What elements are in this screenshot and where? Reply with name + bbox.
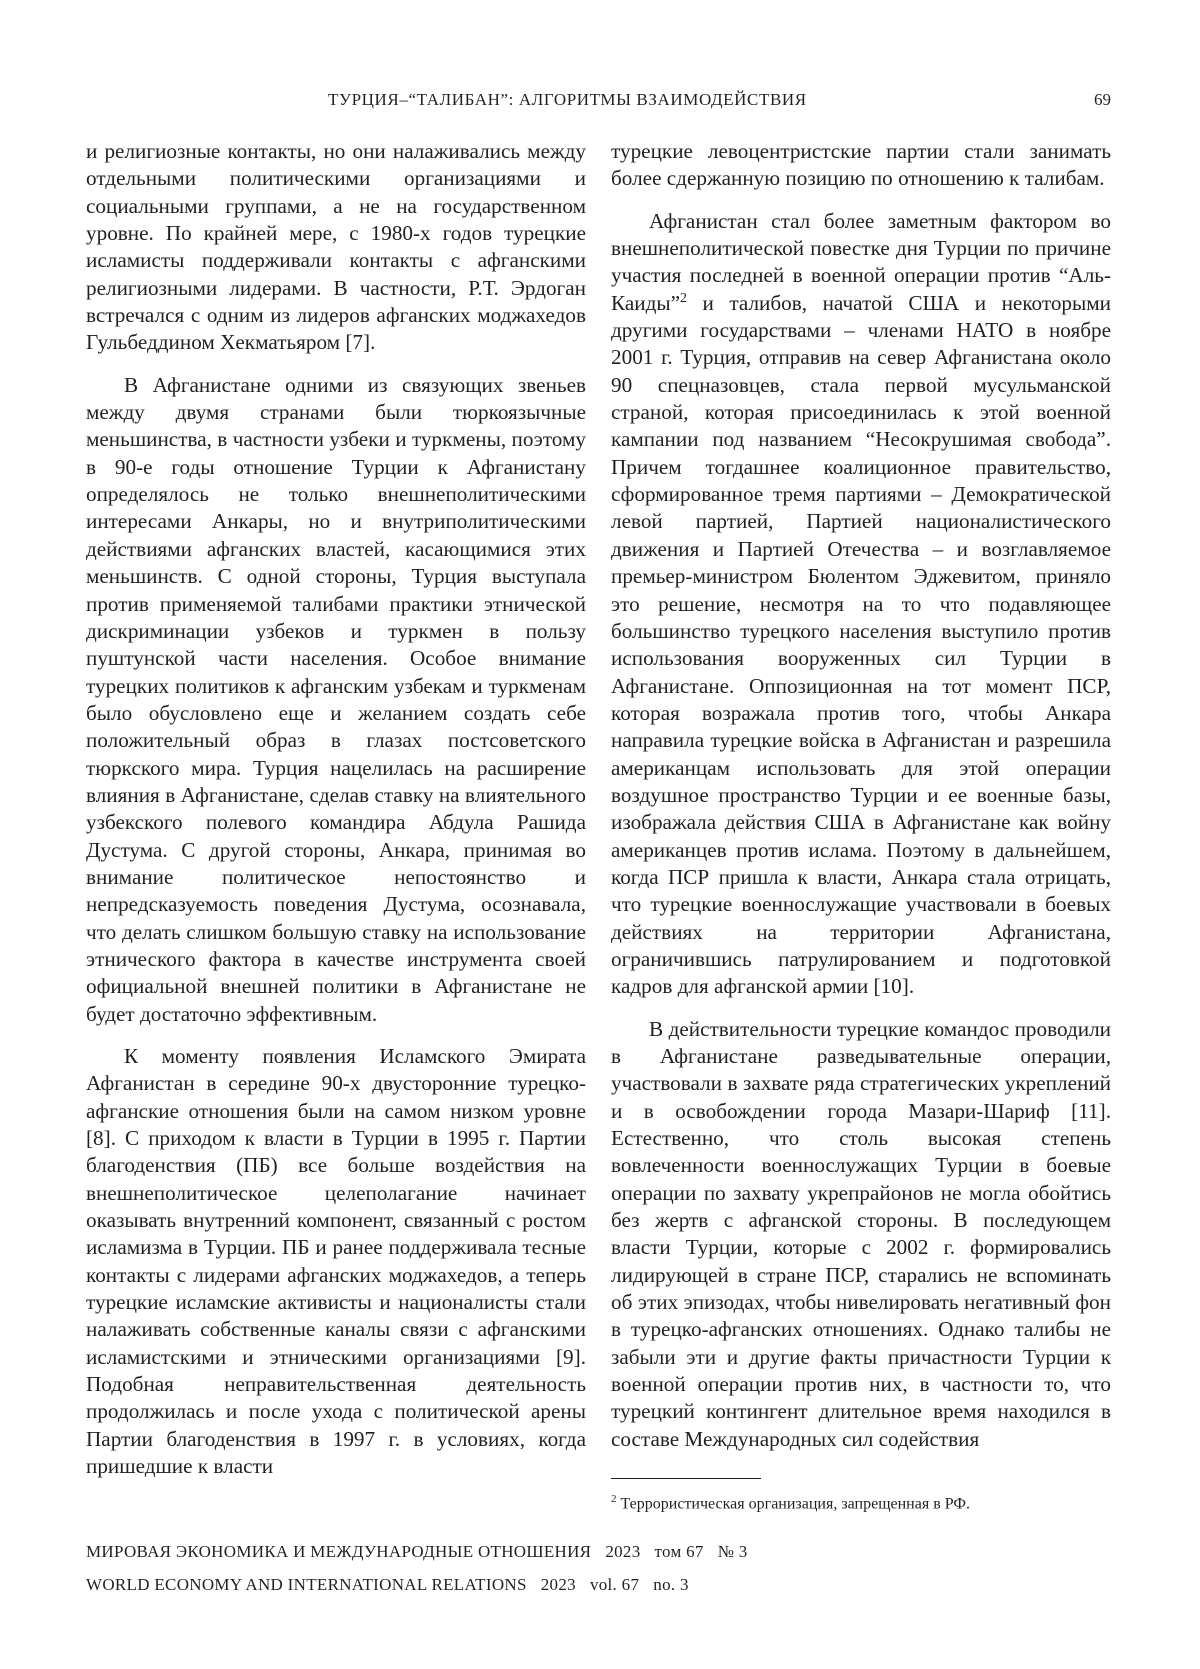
footnote-divider (611, 1478, 761, 1479)
footer-ru-volume: том 67 (655, 1542, 704, 1561)
footer-en-volume: vol. 67 (590, 1575, 639, 1594)
footer-en-journal: WORLD ECONOMY AND INTERNATIONAL RELATIONS (86, 1575, 527, 1594)
footer-ru-journal: МИРОВАЯ ЭКОНОМИКА И МЕЖДУНАРОДНЫЕ ОТНОШЕНИЯ (86, 1542, 591, 1561)
right-paragraph-2 (611, 208, 1111, 1001)
footer-en-year: 2023 (541, 1575, 576, 1594)
footer-ru-year: 2023 (605, 1542, 640, 1561)
left-column (86, 138, 586, 1496)
right-column (611, 138, 1111, 1468)
right-paragraph-2-part-2: и талибов, начатой США и некоторыми другими государствами – членами НАТО в ноябре 2001 г. Турция, отправив на север Афганистана около 90 спецназовцев, стала первой мусульманской страной, которая присоединилась к этой военной кампании под названием “Несокрушимая свобода”. Причем тогдашнее коалиционное правительство, сформированное тремя партиями – Демократической левой партией, Партией националистического движения и Партией Отечества – и возглавляемое премьер-министром Бюлентом Эджевитом, приняло это решение, несмотря на то что подавляющее большинство турецкого населения выступило против использования вооруженных сил Турции в Афганистане. Оппозиционная на тот момент ПСР, которая возражала против того, чтобы Анкара направила турецкие войска в Афганистан и разрешила американцам использовать для этой операции воздушное пространство Турции и ее военные базы, изображала действия США в Афганистане как войну американцев против ислама. Поэтому в дальнейшем, когда ПСР пришла к власти, Анкара стала отрицать, что турецкие военнослужащие участвовали в боевых действиях на территории Афганистана, ограничившись патрулированием и подготовкой кадров для афганской армии [10]. (611, 291, 1111, 999)
footnote-text: Террористическая организация, запрещенная в РФ. (621, 1495, 971, 1512)
left-paragraph-1: и религиозные контакты, но они налаживались между отдельными политическими организациями и социальными группами, а не на государственном уровне. По крайней мере, с 1980-х годов турецкие исламисты поддерживали контакты с афганскими религиозными лидерами. В частности, Р.Т. Эрдоган встречался с одним из лидеров афганских моджахедов Гульбеддином Хекматьяром [7]. (86, 138, 586, 357)
footnote-reference: 2 (680, 291, 687, 306)
journal-page (0, 0, 1200, 1669)
footnote (611, 1488, 1111, 1515)
left-paragraph-2: В Афганистане одними из связующих звеньев между двумя странами были тюркоязычные меньшинства, в частности узбеки и туркмены, поэтому в 90-е годы отношение Турции к Афганистану определялось не только внешнеполитическими интересами Анкары, но и внутриполитическими действиями афганских властей, касающимися этих меньшинств. С одной стороны, Турция выступала против применяемой талибами практики этнической дискриминации узбеков и туркмен в пользу пуштунской части населения. Особое внимание турецких политиков к афганским узбекам и туркменам было обусловлено еще и желанием создать себе положительный образ в глазах постсоветского тюркского мира. Турция нацелилась на расширение влияния в Афганистане, сделав ставку на влиятельного узбекского полевого командира Абдула Рашида Дустума. С другой стороны, Анкара, принимая во внимание политическое непостоянство и непредсказуемость поведения Дустума, осознавала, что делать слишком большую ставку на использование этнического фактора в качестве инструмента своей официальной внешней политики в Афганистане не будет достаточно эффективным. (86, 372, 586, 1028)
right-paragraph-2-part-1: Афганистан стал более заметным фактором во внешнеполитической повестке дня Турции по причине участия последней в военной операции против “Аль-Каиды” (611, 209, 1111, 315)
page-number: 69 (1094, 90, 1111, 110)
footer-russian (86, 1542, 748, 1562)
footer-ru-issue: № 3 (718, 1542, 748, 1561)
left-paragraph-3: К моменту появления Исламского Эмирата Афганистан в середине 90-х двусторонние турецко-афганские отношения были на самом низком уровне [8]. С приходом к власти в Турции в 1995 г. Партии благоденствия (ПБ) все больше воздействия на внешнеполитическое целеполагание начинает оказывать внутренний компонент, связанный с ростом исламизма в Турции. ПБ и ранее поддерживала тесные контакты с лидерами афганских моджахедов, а теперь турецкие исламские активисты и националисты стали налаживать собственные каналы связи с афганскими исламистскими и этническими организациями [9]. Подобная неправительственная деятельность продолжилась и после ухода с политической арены Партии благоденствия в 1997 г. в условиях, когда пришедшие к власти (86, 1043, 586, 1481)
footer-en-issue: no. 3 (653, 1575, 689, 1594)
right-paragraph-3: В действительности турецкие командос проводили в Афганистане разведывательные операции, участвовали в захвате ряда стратегических укреплений и в освобождении города Мазари-Шариф [11]. Естественно, что столь высокая степень вовлеченности военнослужащих Турции в боевые операции по захвату укрепрайонов не могла обойтись без жертв с афганской стороны. В последующем власти Турции, которые с 2002 г. формировались лидирующей в стране ПСР, старались не вспоминать об этих эпизодах, чтобы нивелировать негативный фон в турецко-афганских отношениях. Однако талибы не забыли эти и другие факты причастности Турции к военной операции против них, в частности то, что турецкий контингент длительное время находился в составе Международных сил содействия (611, 1016, 1111, 1454)
running-title: ТУРЦИЯ–“ТАЛИБАН”: АЛГОРИТМЫ ВЗАИМОДЕЙСТВИЯ (328, 90, 807, 110)
right-paragraph-1: турецкие левоцентристские партии стали занимать более сдержанную позицию по отношению к талибам. (611, 138, 1111, 193)
running-header (86, 90, 1111, 120)
footer-english (86, 1575, 689, 1595)
footnote-marker: 2 (611, 1493, 617, 1505)
